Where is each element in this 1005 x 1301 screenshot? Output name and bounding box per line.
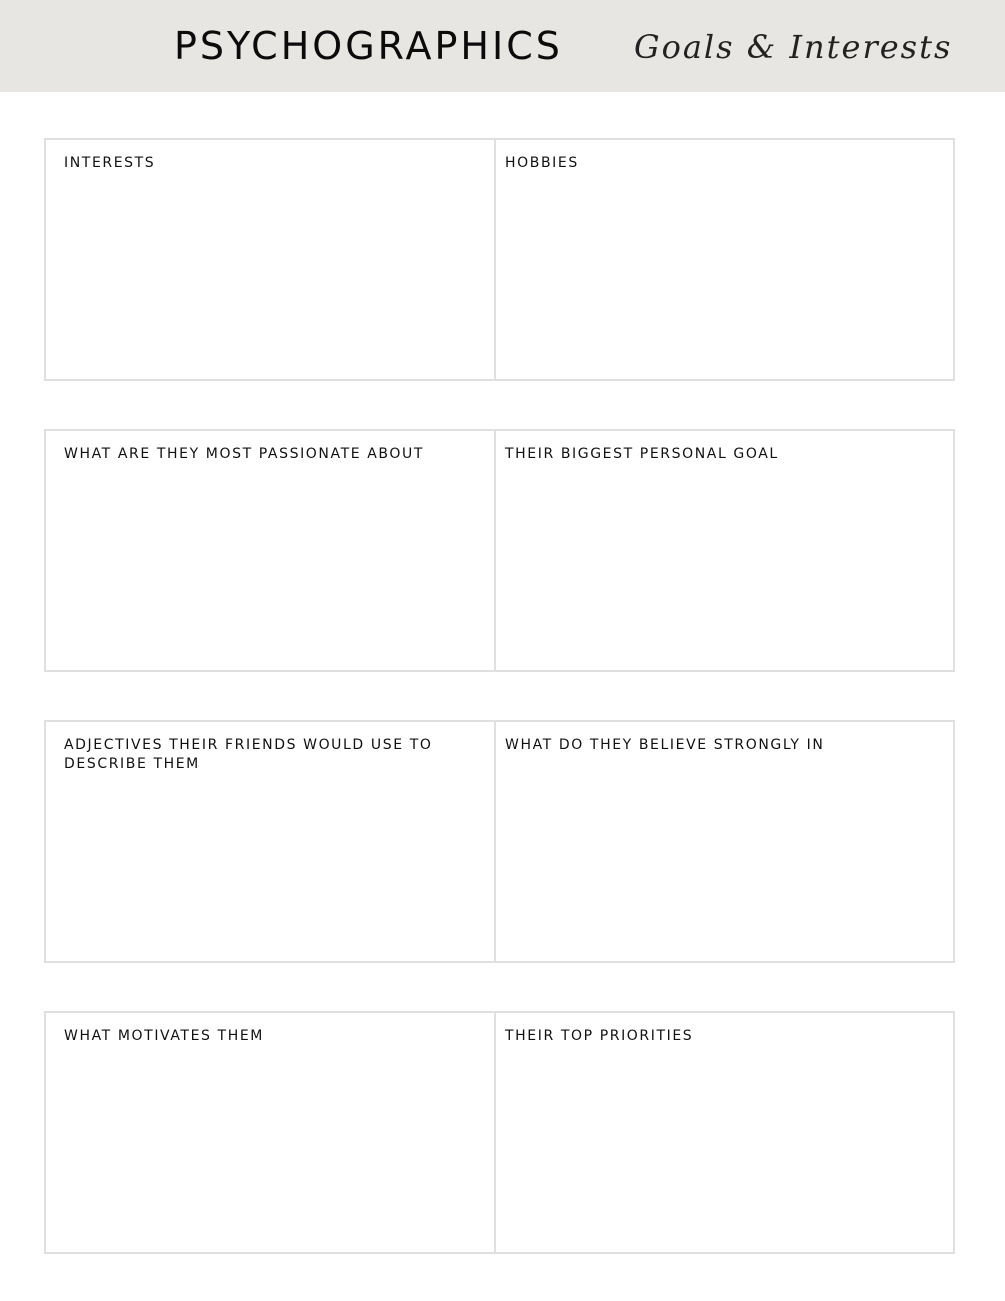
priorities-field[interactable] [505,1054,937,1234]
adjectives-field[interactable] [64,782,478,962]
cell-label: WHAT MOTIVATES THEM [64,1028,264,1044]
cell-priorities [496,1013,953,1252]
section-row-motivations-priorities [44,1011,955,1254]
cell-hobbies [496,140,953,379]
section-row-adjectives-beliefs [44,720,955,963]
cell-label: HOBBIES [505,155,579,171]
cell-beliefs [496,722,953,961]
hobbies-field[interactable] [505,181,937,361]
cell-passionate-about [46,431,496,670]
page-subtitle: Goals & Interests [634,28,953,66]
cell-label: ADJECTIVES THEIR FRIENDS WOULD USE TO DESCRIBE THEM [64,737,433,772]
cell-label: THEIR TOP PRIORITIES [505,1028,694,1044]
cell-label: WHAT ARE THEY MOST PASSIONATE ABOUT [64,446,424,462]
cell-label: INTERESTS [64,155,156,171]
beliefs-field[interactable] [505,763,937,943]
section-row-interests-hobbies [44,138,955,381]
cell-label: THEIR BIGGEST PERSONAL GOAL [505,446,779,462]
page-title: PSYCHOGRAPHICS [174,24,563,68]
passionate-about-field[interactable] [64,472,478,652]
cell-biggest-goal [496,431,953,670]
cell-adjectives [46,722,496,961]
biggest-goal-field[interactable] [505,472,937,652]
cell-interests [46,140,496,379]
page-header [0,0,1005,92]
cell-motivations [46,1013,496,1252]
motivations-field[interactable] [64,1054,478,1234]
section-row-passion-goal [44,429,955,672]
interests-field[interactable] [64,181,478,361]
cell-label: WHAT DO THEY BELIEVE STRONGLY IN [505,737,825,753]
